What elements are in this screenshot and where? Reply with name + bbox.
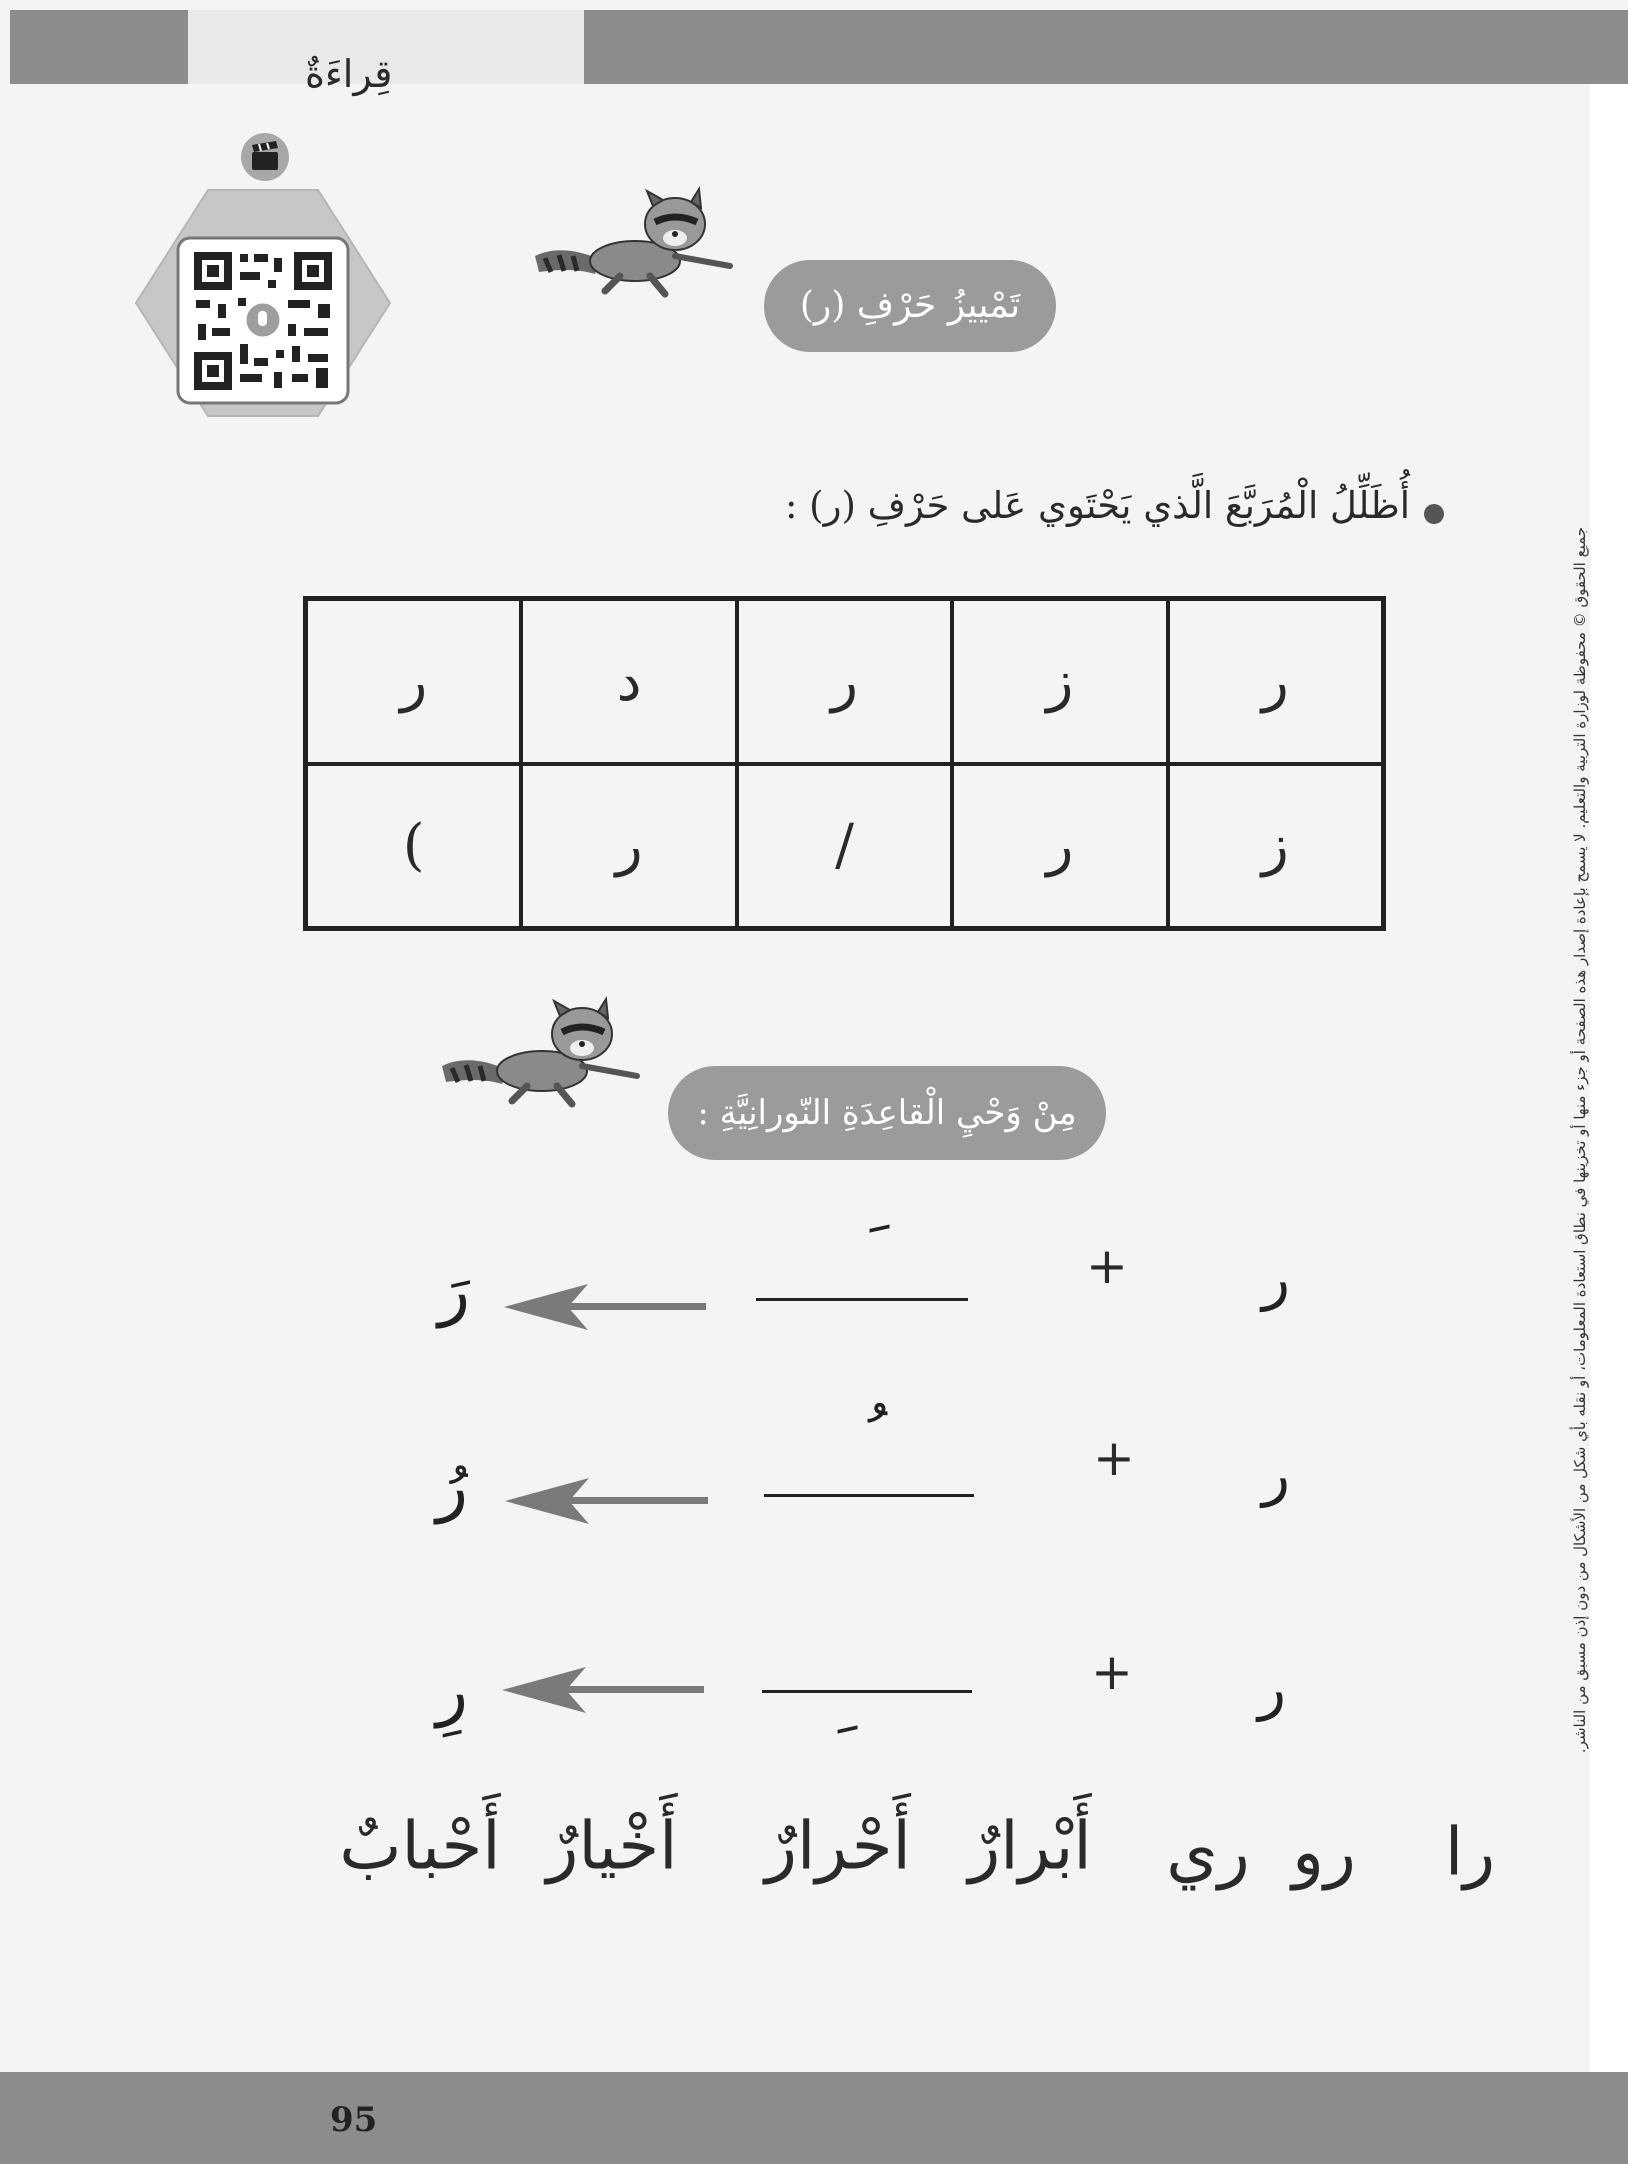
side-margin bbox=[1590, 84, 1628, 2074]
result-syllable: رَ bbox=[438, 1251, 470, 1329]
grid-cell[interactable]: / bbox=[737, 764, 952, 929]
qr-code-icon[interactable] bbox=[128, 168, 398, 438]
grid-cell[interactable]: ز bbox=[1168, 764, 1383, 929]
page-title: قِراءَةٌ bbox=[305, 52, 393, 96]
word-item: رو bbox=[1292, 1813, 1356, 1891]
plus-sign: + bbox=[1091, 1643, 1133, 1701]
plus-sign: + bbox=[1093, 1429, 1135, 1487]
footer-bar bbox=[0, 2072, 1628, 2164]
result-syllable: رُ bbox=[436, 1447, 468, 1525]
plus-sign: + bbox=[1086, 1237, 1128, 1295]
answer-line bbox=[762, 1690, 972, 1693]
arrow-left-icon bbox=[504, 1284, 588, 1330]
base-letter: ر bbox=[1257, 1654, 1287, 1722]
grid-cell[interactable]: ر bbox=[952, 764, 1167, 929]
word-item: ري bbox=[1166, 1813, 1250, 1891]
top-bar-right bbox=[584, 10, 1628, 84]
top-bar-left bbox=[10, 10, 188, 84]
section-title-pill-2: مِنْ وَحْيِ الْقاعِدَةِ النّورانِيَّةِ : bbox=[668, 1066, 1106, 1160]
grid-cell[interactable]: ر bbox=[306, 599, 521, 764]
answer-line bbox=[756, 1298, 968, 1301]
video-clapper-icon[interactable] bbox=[240, 132, 290, 182]
raccoon-mascot-icon bbox=[432, 996, 647, 1111]
grid-cell[interactable]: ر bbox=[1168, 599, 1383, 764]
word-item: أَخْيارٌ bbox=[546, 1807, 678, 1885]
copyright-vertical-note: جميع الحقوق © محفوظة لوزارة التربية والتعليم. لا يسمح بإعادة إصدار هذه الصفحة أو جزء منها أو تخزينها في نطاق استعادة المعلومات، أو نقله بأي شكل من الأشكال من دون إذن مسبق من الناشر. bbox=[1571, 526, 1589, 1754]
section-title-pill-1: تَمْييزُ حَرْفِ (ر) bbox=[764, 260, 1056, 352]
grid-cell[interactable]: ز bbox=[952, 599, 1167, 764]
word-item: أَحْبابٌ bbox=[339, 1807, 501, 1885]
page-number: 95 bbox=[330, 2100, 378, 2140]
grid-cell[interactable]: د bbox=[521, 599, 736, 764]
grid-cell[interactable]: ر bbox=[521, 764, 736, 929]
arrow-left-icon bbox=[502, 1667, 586, 1713]
word-item: أَبْرارٌ bbox=[968, 1807, 1092, 1885]
result-syllable: رِ bbox=[436, 1651, 468, 1729]
base-letter: ر bbox=[1261, 1440, 1291, 1508]
word-item: را bbox=[1444, 1813, 1496, 1891]
answer-line bbox=[764, 1494, 974, 1497]
instruction-text: أُظَلِّلُ الْمُرَبَّعَ الَّذي يَحْتَوي عَلى حَرْفِ (ر) : bbox=[784, 484, 1410, 527]
word-item: أَحْرارٌ bbox=[765, 1807, 911, 1885]
base-letter: ر bbox=[1261, 1244, 1291, 1312]
grid-cell[interactable]: ) bbox=[306, 764, 521, 929]
arrow-left-icon bbox=[505, 1478, 589, 1524]
raccoon-mascot-icon bbox=[525, 186, 740, 301]
instruction-bullet bbox=[1424, 504, 1444, 524]
letter-grid bbox=[303, 596, 1386, 931]
grid-cell[interactable]: ر bbox=[737, 599, 952, 764]
